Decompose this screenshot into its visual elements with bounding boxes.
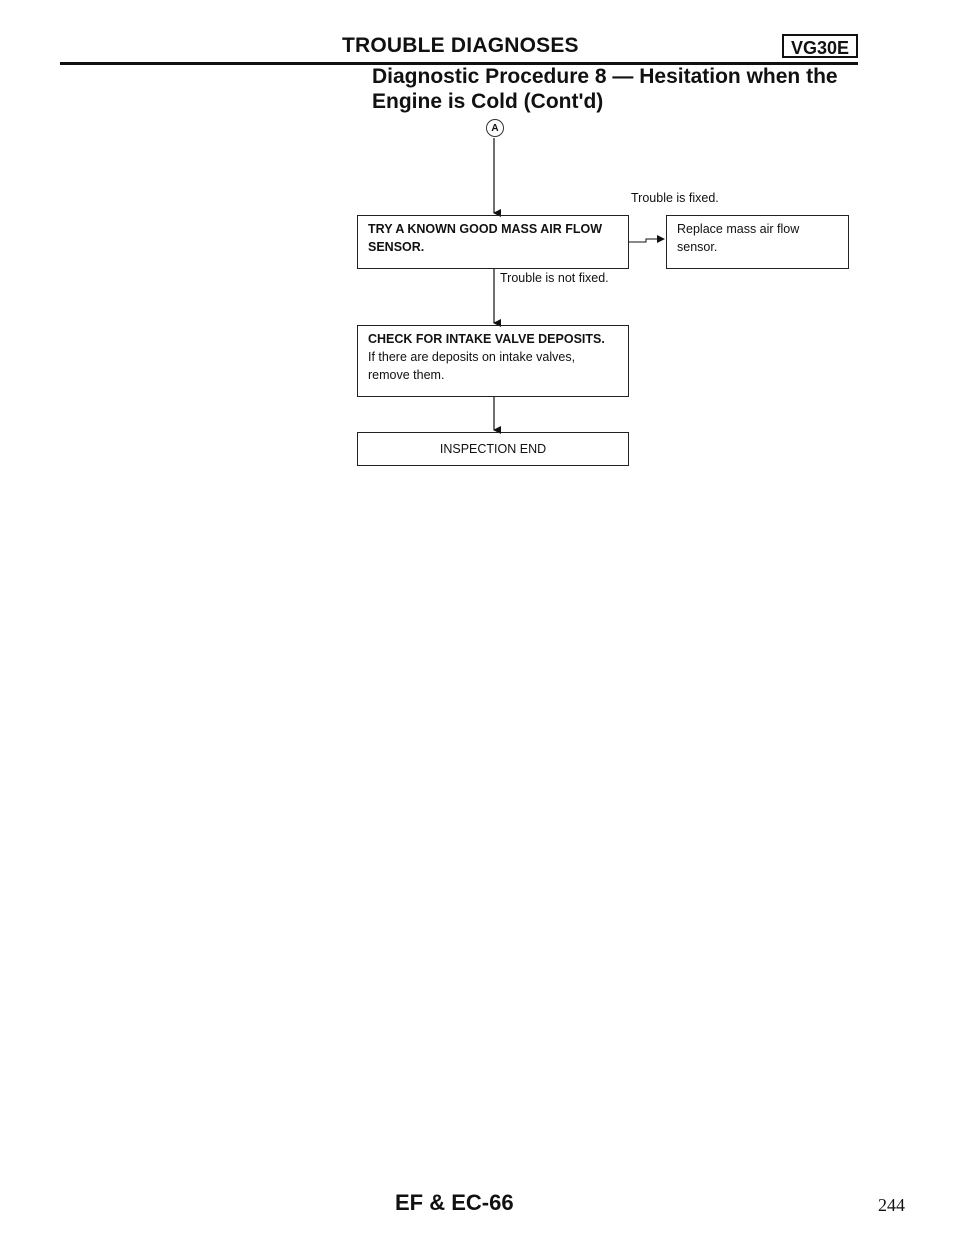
fixed-action-text: Replace mass air flow sensor. <box>677 222 800 254</box>
inspection-end-text: INSPECTION END <box>439 442 547 456</box>
connector-a-icon: A <box>486 119 504 137</box>
flow-line-step1-to-fixed <box>629 239 664 242</box>
page-number: 244 <box>878 1195 905 1215</box>
trouble-not-fixed-label: Trouble is not fixed. <box>500 271 609 285</box>
procedure-title: Diagnostic Procedure 8 — Hesitation when the Engine is Cold (Cont'd) <box>372 65 838 113</box>
inspection-end-box <box>357 432 629 466</box>
trouble-fixed-label: Trouble is fixed. <box>631 191 719 205</box>
step1-text: TRY A KNOWN GOOD MASS AIR FLOW SENSOR. <box>368 222 603 254</box>
section-title: TROUBLE DIAGNOSES <box>342 34 579 57</box>
action-replace-sensor <box>666 215 849 269</box>
step2-title: CHECK FOR INTAKE VALVE DEPOSITS. <box>368 332 605 346</box>
step2-body: If there are deposits on intake valves, remove them. <box>368 350 576 382</box>
engine-badge: VG30E <box>782 34 858 58</box>
step-try-mass-air-flow-sensor <box>357 215 629 269</box>
step-check-intake-valve-deposits <box>357 325 629 397</box>
footer-section-code: EF & EC-66 <box>395 1190 514 1215</box>
